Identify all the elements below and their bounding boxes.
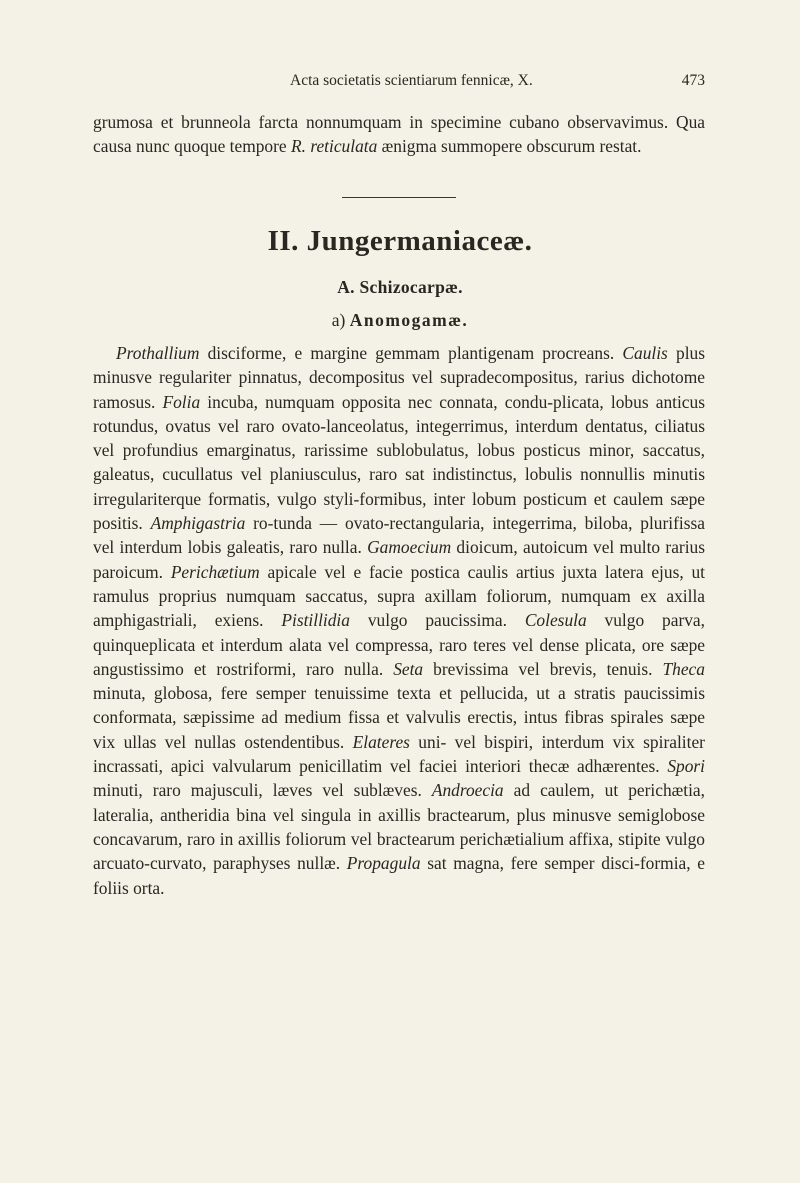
term-seta: Seta: [393, 658, 424, 679]
running-title: Acta societatis scientiarum fennicæ, X.: [290, 72, 533, 89]
term-spori: Spori: [667, 756, 705, 777]
subsection-title: A. Schizocarpæ.: [337, 277, 463, 297]
text-run: apicale vel e facie postica caulis artius juxta latera ejus, ut ramulus proprius numquam saccatus, supra axillam foliorum, numquam ex axilla amphigastriali, exiens.: [93, 561, 705, 631]
subsubsection-label: Anomogamæ.: [349, 310, 469, 330]
term-prothallium: Prothallium: [116, 343, 200, 363]
text-run: minuti, raro majusculi, læves vel sublæves.: [93, 780, 432, 801]
text-run: dioicum, autoicum vel multo rarius paroicum.: [93, 537, 705, 582]
text-run: vulgo parva, quinqueplicata et interdum alata vel compressa, raro teres vel dense plicata, ore sæpe angustissimo et rostriformi, raro nulla.: [93, 610, 705, 679]
term-caulis: Caulis: [622, 343, 668, 363]
term-propagula: Propagula: [346, 853, 421, 874]
term-androecia: Androecia: [431, 780, 504, 801]
text-run: plus minusve regulariter pinnatus, decompositus vel supradecompositus, rarius dichotome ramosus.: [93, 343, 705, 412]
term-theca: Theca: [662, 658, 705, 679]
intro-text: [93, 110, 705, 159]
subsubsection-marker: a): [331, 310, 346, 330]
intro-paragraph: [93, 110, 705, 159]
page-number: 473: [681, 72, 705, 89]
term-gamoecium: Gamoecium: [367, 537, 452, 558]
term-colesula: Colesula: [524, 610, 587, 631]
text-run: vulgo paucissima.: [349, 610, 525, 631]
term-elateres: Elateres: [352, 731, 410, 752]
subsubsection-title: [0, 310, 800, 331]
text-run: incuba, numquam opposita nec connata, condu-plicata, lobus anticus rotundus, ovatus vel raro ovato-lanceolatus, integerrimus, interdum dentatus, ciliatus vel profundius emarginatus, rarissime sublobulatus, lobus posticus minor, saccatus, galeatus, cucullatus vel planiusculus, raro sat indistinctus, lobulis nonnullis minutis irregulariterque formatis, vulgo styli-formibus, inter lobum posticum et caulem sæpe positis.: [93, 391, 705, 534]
description-text: [93, 341, 705, 900]
text-run: grumosa et brunneola farcta nonnumquam in specimine cubano observavimus. Qua causa nunc quoque tempore: [93, 112, 705, 157]
running-header: [290, 72, 705, 94]
text-run: minuta, globosa, fere semper tenuissime texta et pellucida, ut a stratis paucissimis conformata, sæpissime ad medium fissa et valvulis erectis, intus fibras spirales sæpe vix ullas vel nullas ostendentibus.: [93, 683, 705, 752]
section-divider: [342, 197, 456, 198]
text-run: ænigma summopere obscurum restat.: [377, 136, 642, 157]
term-amphigastria: Amphigastria: [150, 513, 246, 534]
text-run: uni- vel bispiri, interdum vix spiraliter incrassati, apici valvularum penicillatim vel faciei interiori thecæ adhærentes.: [93, 731, 705, 777]
text-run: ro-tunda — ovato-rectangularia, integerrima, biloba, plurifissa vel interdum lobis galeatis, raro nulla.: [93, 513, 705, 558]
section-title: II. Jungermaniaceæ.: [267, 225, 533, 257]
term-perichaetium: Perichætium: [170, 561, 260, 582]
text-run: disciforme, e margine gemmam plantigenam procreans.: [199, 343, 623, 363]
taxon-name: R. reticulata: [291, 136, 378, 157]
text-run: sat magna, fere semper disci-formia, e foliis orta.: [93, 853, 706, 898]
description-paragraph: [93, 341, 705, 900]
text-run: brevissima vel brevis, tenuis.: [423, 658, 663, 679]
text-run: ad caulem, ut perichætia, lateralia, antheridia bina vel singula in axillis bractearum, plus minusve semiglobose concavarum, raro in axillis foliorum vel bractearum perichætialium affixa, stipite vulgo arcuato-curvato, paraphyses nullæ.: [93, 780, 705, 874]
term-folia: Folia: [162, 391, 201, 412]
term-pistillidia: Pistillidia: [281, 610, 350, 631]
